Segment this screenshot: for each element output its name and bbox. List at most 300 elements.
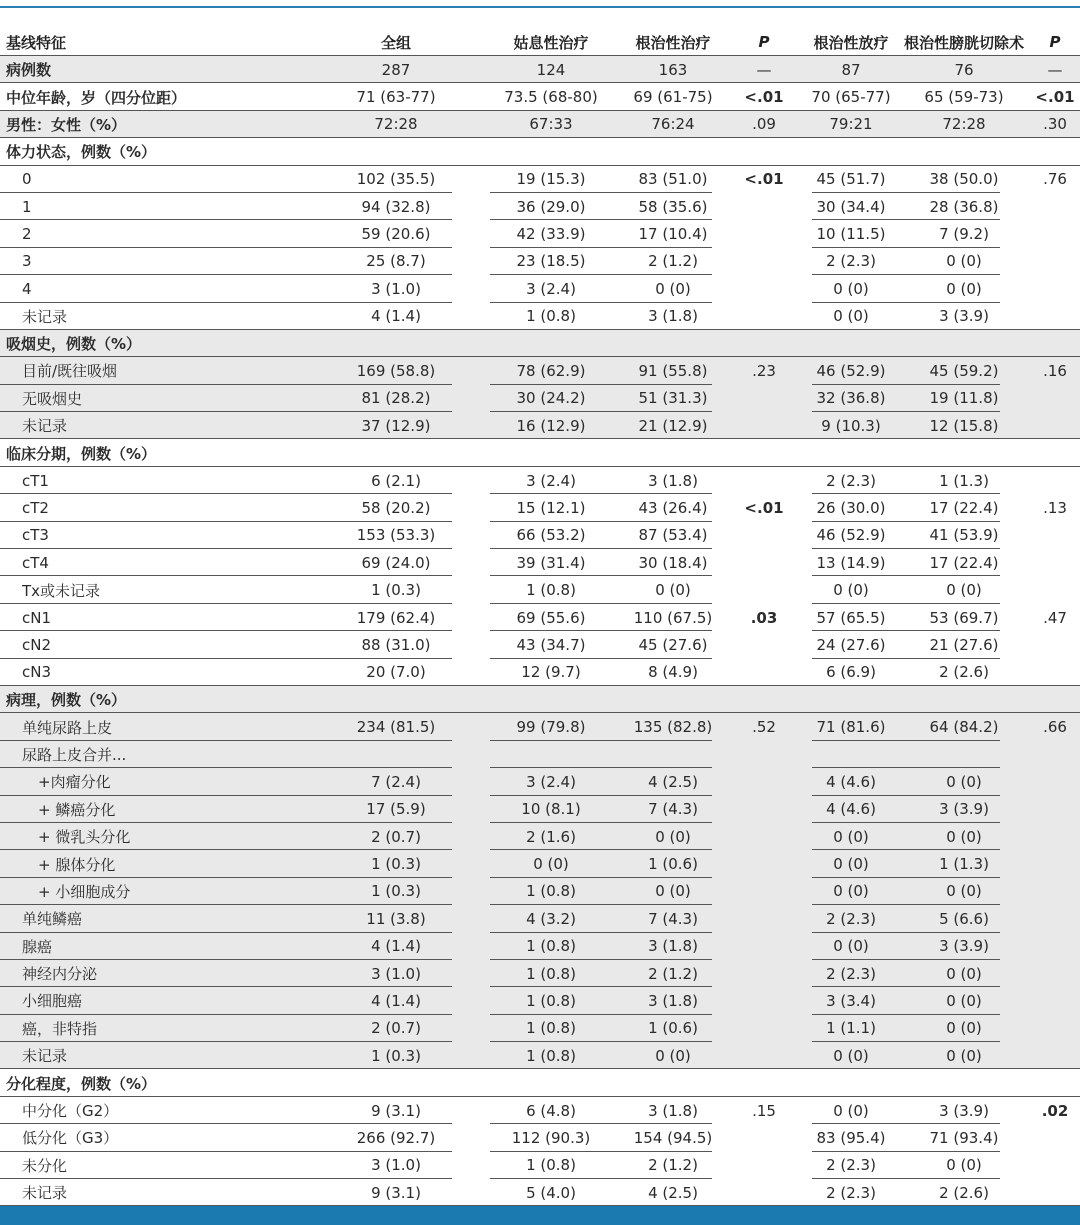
cell-radiotherapy: 0 (0) bbox=[833, 827, 869, 846]
cell-radiotherapy: 57 (65.5) bbox=[816, 608, 886, 627]
cell-radical: 43 (26.4) bbox=[638, 498, 708, 517]
row-label: 单纯尿路上皮 bbox=[22, 718, 113, 737]
cell-all: 37 (12.9) bbox=[361, 416, 431, 435]
cell-palliative: 1 (0.8) bbox=[526, 1046, 576, 1065]
cell-radiotherapy: 26 (30.0) bbox=[816, 498, 886, 517]
table-row bbox=[0, 796, 1080, 823]
cell-cystectomy: 5 (6.6) bbox=[939, 909, 989, 928]
row-label: 中位年龄，岁（四分位距） bbox=[6, 88, 187, 107]
cell-palliative: 73.5 (68-80) bbox=[504, 88, 598, 107]
cell-p-value-1 bbox=[736, 330, 792, 357]
cell-radiotherapy bbox=[812, 686, 890, 713]
cell-cystectomy: 41 (53.9) bbox=[929, 526, 999, 545]
cell-all: 88 (31.0) bbox=[361, 635, 431, 654]
cell-p-value-2 bbox=[1032, 193, 1078, 220]
cell-cystectomy: 0 (0) bbox=[946, 1019, 982, 1038]
cell-cystectomy: 71 (93.4) bbox=[929, 1128, 999, 1147]
cell-p-value-1 bbox=[736, 933, 792, 960]
row-label: 4 bbox=[22, 279, 32, 298]
cell-radical: 2 (1.2) bbox=[648, 1156, 698, 1175]
cell-radical: 1 (0.6) bbox=[648, 855, 698, 874]
cell-cystectomy: 0 (0) bbox=[946, 1156, 982, 1175]
cell-cystectomy: 38 (50.0) bbox=[929, 170, 999, 189]
cell-palliative bbox=[490, 686, 612, 713]
cell-radiotherapy: 70 (65-77) bbox=[811, 88, 891, 107]
cell-cystectomy: 0 (0) bbox=[946, 964, 982, 983]
cell-radical: 21 (12.9) bbox=[638, 416, 708, 435]
row-label: 男性：女性（%） bbox=[6, 115, 127, 134]
cell-all: 58 (20.2) bbox=[361, 498, 431, 517]
cell-palliative: 69 (55.6) bbox=[516, 608, 586, 627]
cell-radiotherapy: 1 (1.1) bbox=[826, 1019, 876, 1038]
row-label: + 腺体分化 bbox=[38, 855, 116, 874]
cell-p-value-1 bbox=[736, 987, 792, 1014]
cell-radiotherapy: 79:21 bbox=[829, 115, 873, 134]
cell-radiotherapy: 10 (11.5) bbox=[816, 225, 886, 244]
cell-radical: 17 (10.4) bbox=[638, 225, 708, 244]
cell-palliative: 10 (8.1) bbox=[521, 800, 581, 819]
cell-radiotherapy: 2 (2.3) bbox=[826, 909, 876, 928]
cell-p-value-2 bbox=[1032, 741, 1078, 768]
cell-radical: 45 (27.6) bbox=[638, 635, 708, 654]
baseline-characteristics-table bbox=[0, 28, 1080, 1206]
row-label: 病例数 bbox=[6, 61, 52, 80]
cell-radiotherapy: 0 (0) bbox=[833, 855, 869, 874]
cell-all: 1 (0.3) bbox=[371, 1046, 421, 1065]
cell-radiotherapy bbox=[812, 1069, 890, 1096]
cell-cystectomy: 3 (3.9) bbox=[939, 800, 989, 819]
table-row bbox=[0, 850, 1080, 877]
cell-radiotherapy: 0 (0) bbox=[833, 279, 869, 298]
cell-radiotherapy: 0 (0) bbox=[833, 1101, 869, 1120]
cell-p-value-1 bbox=[736, 878, 792, 905]
header-cystectomy: 根治性膀胱切除术 bbox=[903, 33, 1024, 52]
row-label: 1 bbox=[22, 197, 32, 216]
cell-palliative: 16 (12.9) bbox=[516, 416, 586, 435]
cell-cystectomy: 45 (59.2) bbox=[929, 361, 999, 380]
cell-palliative: 42 (33.9) bbox=[516, 225, 586, 244]
cell-all: 3 (1.0) bbox=[371, 279, 421, 298]
cell-all bbox=[340, 330, 452, 357]
cell-radical: 87 (53.4) bbox=[638, 526, 708, 545]
row-label: 2 bbox=[22, 225, 32, 244]
cell-all: 9 (3.1) bbox=[371, 1183, 421, 1202]
cell-p-value-2 bbox=[1032, 303, 1078, 330]
row-label: 未记录 bbox=[22, 1184, 68, 1203]
cell-p-value-2 bbox=[1032, 686, 1078, 713]
cell-radical: 154 (94.5) bbox=[633, 1128, 713, 1147]
cell-p-value-1 bbox=[736, 220, 792, 247]
cell-palliative: 36 (29.0) bbox=[516, 197, 586, 216]
cell-p-value-1 bbox=[736, 850, 792, 877]
cell-cystectomy bbox=[898, 439, 1030, 466]
cell-p-value-2: .47 bbox=[1043, 608, 1067, 627]
row-label: + 小细胞成分 bbox=[38, 882, 131, 901]
cell-p-value-1 bbox=[736, 823, 792, 850]
cell-p-value-2 bbox=[1032, 576, 1078, 603]
cell-all: 266 (92.7) bbox=[356, 1128, 436, 1147]
cell-p-value-2: .02 bbox=[1041, 1101, 1069, 1120]
cell-radiotherapy: 9 (10.3) bbox=[821, 416, 881, 435]
cell-palliative: 1 (0.8) bbox=[526, 1019, 576, 1038]
cell-palliative: 112 (90.3) bbox=[511, 1128, 591, 1147]
cell-radiotherapy: 13 (14.9) bbox=[816, 553, 886, 572]
cell-radiotherapy: 46 (52.9) bbox=[816, 361, 886, 380]
table-row bbox=[0, 741, 1080, 768]
cell-all: 7 (2.4) bbox=[371, 772, 421, 791]
cell-all bbox=[340, 138, 452, 165]
header-p-value-1: P bbox=[758, 33, 770, 51]
cell-p-value-1 bbox=[736, 193, 792, 220]
cell-p-value-2 bbox=[1032, 412, 1078, 439]
cell-p-value-2: .13 bbox=[1043, 498, 1067, 517]
cell-cystectomy: 76 bbox=[954, 60, 974, 79]
table-row bbox=[0, 768, 1080, 795]
table-row bbox=[0, 303, 1080, 330]
cell-palliative: 39 (31.4) bbox=[516, 553, 586, 572]
cell-radiotherapy: 2 (2.3) bbox=[826, 252, 876, 271]
cell-radiotherapy: 30 (34.4) bbox=[816, 197, 886, 216]
cell-all: 71 (63-77) bbox=[356, 88, 436, 107]
cell-p-value-2 bbox=[1032, 275, 1078, 302]
cell-radical: 0 (0) bbox=[655, 279, 691, 298]
table-row bbox=[0, 878, 1080, 905]
cell-p-value-2 bbox=[1032, 850, 1078, 877]
cell-radical bbox=[612, 439, 734, 466]
cell-palliative: 1 (0.8) bbox=[526, 882, 576, 901]
cell-radiotherapy: 83 (95.4) bbox=[816, 1128, 886, 1147]
cell-cystectomy bbox=[898, 686, 1030, 713]
cell-all: 102 (35.5) bbox=[356, 170, 436, 189]
cell-cystectomy: 0 (0) bbox=[946, 772, 982, 791]
cell-palliative: 0 (0) bbox=[533, 855, 569, 874]
cell-p-value-1 bbox=[736, 796, 792, 823]
cell-cystectomy: 0 (0) bbox=[946, 991, 982, 1010]
row-label: cT1 bbox=[22, 471, 49, 490]
cell-all: 72:28 bbox=[374, 115, 418, 134]
cell-radiotherapy bbox=[812, 439, 890, 466]
row-label: 3 bbox=[22, 252, 32, 271]
row-label: 单纯鳞癌 bbox=[22, 910, 83, 929]
header-all: 全组 bbox=[380, 33, 411, 52]
cell-palliative bbox=[490, 741, 612, 768]
cell-radical: 110 (67.5) bbox=[633, 608, 713, 627]
cell-p-value-2 bbox=[1032, 631, 1078, 658]
row-label: + 鳞癌分化 bbox=[38, 800, 116, 819]
bottom-bar bbox=[0, 1206, 1080, 1225]
cell-p-value-2 bbox=[1032, 1152, 1078, 1179]
table-row bbox=[0, 659, 1080, 686]
cell-radical: 0 (0) bbox=[655, 827, 691, 846]
cell-p-value-2 bbox=[1032, 385, 1078, 412]
cell-p-value-1 bbox=[736, 549, 792, 576]
cell-cystectomy: 1 (1.3) bbox=[939, 471, 989, 490]
cell-p-value-2 bbox=[1032, 248, 1078, 275]
cell-cystectomy: 19 (11.8) bbox=[929, 389, 999, 408]
cell-all: 1 (0.3) bbox=[371, 882, 421, 901]
row-label: cT2 bbox=[22, 498, 49, 517]
cell-radical: 0 (0) bbox=[655, 1046, 691, 1065]
cell-p-value-2: — bbox=[1047, 60, 1063, 79]
table-row bbox=[0, 905, 1080, 932]
cell-p-value-2 bbox=[1032, 933, 1078, 960]
cell-p-value-2 bbox=[1032, 1042, 1078, 1069]
cell-radiotherapy: 45 (51.7) bbox=[816, 170, 886, 189]
cell-palliative: 30 (24.2) bbox=[516, 389, 586, 408]
cell-radical: 3 (1.8) bbox=[648, 1101, 698, 1120]
cell-palliative: 3 (2.4) bbox=[526, 471, 576, 490]
cell-p-value-1: <.01 bbox=[744, 498, 784, 517]
cell-palliative: 4 (3.2) bbox=[526, 909, 576, 928]
cell-radical: 58 (35.6) bbox=[638, 197, 708, 216]
cell-all bbox=[340, 686, 452, 713]
row-label: +肉瘤分化 bbox=[38, 773, 111, 792]
table-row bbox=[0, 467, 1080, 494]
cell-palliative: 1 (0.8) bbox=[526, 991, 576, 1010]
cell-cystectomy: 0 (0) bbox=[946, 1046, 982, 1065]
cell-p-value-1 bbox=[736, 1042, 792, 1069]
table-row bbox=[0, 823, 1080, 850]
cell-radiotherapy: 2 (2.3) bbox=[826, 1183, 876, 1202]
table-row bbox=[0, 1015, 1080, 1042]
cell-p-value-1 bbox=[736, 1069, 792, 1096]
cell-p-value-1 bbox=[736, 1152, 792, 1179]
cell-palliative bbox=[490, 439, 612, 466]
cell-p-value-1: .15 bbox=[752, 1101, 776, 1120]
cell-palliative bbox=[490, 138, 612, 165]
cell-palliative bbox=[490, 330, 612, 357]
cell-cystectomy: 72:28 bbox=[942, 115, 986, 134]
cell-p-value-2: .16 bbox=[1043, 361, 1067, 380]
table-row bbox=[0, 576, 1080, 603]
cell-radical: 69 (61-75) bbox=[633, 88, 713, 107]
cell-p-value-1 bbox=[736, 905, 792, 932]
cell-p-value-1 bbox=[736, 1015, 792, 1042]
cell-cystectomy: 28 (36.8) bbox=[929, 197, 999, 216]
cell-all: 234 (81.5) bbox=[356, 718, 436, 737]
cell-palliative: 78 (62.9) bbox=[516, 361, 586, 380]
row-label: 未记录 bbox=[22, 307, 68, 326]
cell-cystectomy bbox=[898, 138, 1030, 165]
cell-p-value-1 bbox=[736, 275, 792, 302]
cell-palliative: 1 (0.8) bbox=[526, 937, 576, 956]
cell-radical: 0 (0) bbox=[655, 882, 691, 901]
cell-all: 169 (58.8) bbox=[356, 361, 436, 380]
cell-cystectomy bbox=[898, 741, 1030, 768]
cell-all: 17 (5.9) bbox=[366, 800, 426, 819]
section-row bbox=[0, 330, 1080, 357]
row-label: 尿路上皮合并... bbox=[22, 745, 127, 764]
row-label: cN1 bbox=[22, 608, 52, 627]
cell-cystectomy: 2 (2.6) bbox=[939, 663, 989, 682]
row-label: 无吸烟史 bbox=[22, 389, 83, 408]
cell-p-value-1 bbox=[736, 1179, 792, 1206]
cell-all: 94 (32.8) bbox=[361, 197, 431, 216]
cell-radical: 83 (51.0) bbox=[638, 170, 708, 189]
cell-radical bbox=[612, 741, 734, 768]
cell-radical: 8 (4.9) bbox=[648, 663, 698, 682]
cell-radiotherapy: 71 (81.6) bbox=[816, 718, 886, 737]
cell-p-value-1 bbox=[736, 686, 792, 713]
cell-radical: 91 (55.8) bbox=[638, 361, 708, 380]
cell-all: 6 (2.1) bbox=[371, 471, 421, 490]
cell-all bbox=[340, 1069, 452, 1096]
cell-p-value-2 bbox=[1032, 659, 1078, 686]
cell-radiotherapy: 0 (0) bbox=[833, 307, 869, 326]
cell-radiotherapy: 3 (3.4) bbox=[826, 991, 876, 1010]
cell-p-value-1: .09 bbox=[752, 115, 776, 134]
cell-p-value-2 bbox=[1032, 1015, 1078, 1042]
section-row bbox=[0, 686, 1080, 713]
cell-cystectomy: 17 (22.4) bbox=[929, 498, 999, 517]
cell-palliative: 1 (0.8) bbox=[526, 964, 576, 983]
cell-p-value-1 bbox=[736, 768, 792, 795]
cell-p-value-1 bbox=[736, 412, 792, 439]
cell-radical: 2 (1.2) bbox=[648, 252, 698, 271]
cell-radiotherapy: 32 (36.8) bbox=[816, 389, 886, 408]
cell-all: 4 (1.4) bbox=[371, 307, 421, 326]
cell-radical: 3 (1.8) bbox=[648, 991, 698, 1010]
cell-p-value-1 bbox=[736, 659, 792, 686]
table-row bbox=[0, 275, 1080, 302]
cell-all: 2 (0.7) bbox=[371, 827, 421, 846]
cell-radiotherapy: 6 (6.9) bbox=[826, 663, 876, 682]
table-row bbox=[0, 83, 1080, 110]
row-label: 未分化 bbox=[22, 1156, 68, 1175]
cell-radiotherapy: 2 (2.3) bbox=[826, 964, 876, 983]
table-row bbox=[0, 385, 1080, 412]
cell-cystectomy: 64 (84.2) bbox=[929, 718, 999, 737]
cell-p-value-2 bbox=[1032, 467, 1078, 494]
cell-palliative: 1 (0.8) bbox=[526, 1156, 576, 1175]
cell-p-value-2 bbox=[1032, 1124, 1078, 1151]
table-row bbox=[0, 166, 1080, 193]
table-row bbox=[0, 960, 1080, 987]
cell-radical: 51 (31.3) bbox=[638, 389, 708, 408]
cell-p-value-2 bbox=[1032, 138, 1078, 165]
table-row bbox=[0, 1097, 1080, 1124]
top-rule bbox=[0, 6, 1080, 8]
cell-all: 20 (7.0) bbox=[366, 663, 426, 682]
cell-all: 3 (1.0) bbox=[371, 964, 421, 983]
row-label: 神经内分泌 bbox=[22, 965, 98, 984]
cell-radical: 3 (1.8) bbox=[648, 471, 698, 490]
cell-palliative: 23 (18.5) bbox=[516, 252, 586, 271]
table-row bbox=[0, 357, 1080, 384]
table-row bbox=[0, 713, 1080, 740]
cell-radical: 76:24 bbox=[651, 115, 695, 134]
table-row bbox=[0, 604, 1080, 631]
cell-p-value-2 bbox=[1032, 1179, 1078, 1206]
cell-radical bbox=[612, 686, 734, 713]
row-label: 目前/既往吸烟 bbox=[22, 362, 118, 381]
cell-radiotherapy: 0 (0) bbox=[833, 882, 869, 901]
cell-palliative: 66 (53.2) bbox=[516, 526, 586, 545]
cell-all: 69 (24.0) bbox=[361, 553, 431, 572]
cell-cystectomy: 1 (1.3) bbox=[939, 855, 989, 874]
cell-p-value-2: .66 bbox=[1043, 718, 1067, 737]
cell-radiotherapy bbox=[812, 741, 890, 768]
row-label: cT3 bbox=[22, 526, 49, 545]
cell-palliative: 15 (12.1) bbox=[516, 498, 586, 517]
cell-cystectomy: 53 (69.7) bbox=[929, 608, 999, 627]
cell-radical: 0 (0) bbox=[655, 581, 691, 600]
header-palliative: 姑息性治疗 bbox=[513, 33, 589, 52]
header-characteristic: 基线特征 bbox=[6, 33, 67, 52]
cell-radiotherapy: 4 (4.6) bbox=[826, 800, 876, 819]
table-row bbox=[0, 1179, 1080, 1206]
table-row bbox=[0, 631, 1080, 658]
cell-radical: 3 (1.8) bbox=[648, 307, 698, 326]
cell-p-value-1 bbox=[736, 960, 792, 987]
cell-palliative: 67:33 bbox=[529, 115, 573, 134]
table-row bbox=[0, 56, 1080, 83]
cell-palliative: 19 (15.3) bbox=[516, 170, 586, 189]
cell-all: 153 (53.3) bbox=[356, 526, 436, 545]
cell-radical: 135 (82.8) bbox=[633, 718, 713, 737]
cell-palliative: 1 (0.8) bbox=[526, 307, 576, 326]
cell-radical: 2 (1.2) bbox=[648, 964, 698, 983]
cell-p-value-2 bbox=[1032, 549, 1078, 576]
cell-p-value-1: <.01 bbox=[744, 170, 784, 189]
cell-all: 287 bbox=[381, 60, 411, 79]
row-label: + 微乳头分化 bbox=[38, 828, 131, 847]
table-row bbox=[0, 412, 1080, 439]
cell-radiotherapy: 4 (4.6) bbox=[826, 772, 876, 791]
table-row bbox=[0, 248, 1080, 275]
cell-radical: 7 (4.3) bbox=[648, 800, 698, 819]
cell-radiotherapy: 2 (2.3) bbox=[826, 1156, 876, 1175]
cell-all: 3 (1.0) bbox=[371, 1156, 421, 1175]
table-row bbox=[0, 987, 1080, 1014]
cell-cystectomy bbox=[898, 1069, 1030, 1096]
cell-all bbox=[340, 439, 452, 466]
cell-all: 4 (1.4) bbox=[371, 937, 421, 956]
cell-p-value-2 bbox=[1032, 878, 1078, 905]
cell-radiotherapy: 24 (27.6) bbox=[816, 635, 886, 654]
cell-cystectomy: 0 (0) bbox=[946, 882, 982, 901]
cell-p-value-1 bbox=[736, 576, 792, 603]
cell-p-value-1 bbox=[736, 522, 792, 549]
row-label: cN3 bbox=[22, 663, 52, 682]
row-label: 0 bbox=[22, 170, 32, 189]
cell-p-value-1 bbox=[736, 385, 792, 412]
cell-radiotherapy: 46 (52.9) bbox=[816, 526, 886, 545]
table-row bbox=[0, 933, 1080, 960]
cell-p-value-2 bbox=[1032, 1069, 1078, 1096]
cell-radiotherapy: 0 (0) bbox=[833, 581, 869, 600]
table-row bbox=[0, 549, 1080, 576]
cell-p-value-1: .52 bbox=[752, 718, 776, 737]
cell-p-value-2 bbox=[1032, 960, 1078, 987]
cell-radiotherapy: 0 (0) bbox=[833, 937, 869, 956]
cell-all: 1 (0.3) bbox=[371, 855, 421, 874]
cell-radical bbox=[612, 138, 734, 165]
cell-cystectomy: 65 (59-73) bbox=[924, 88, 1004, 107]
cell-palliative: 5 (4.0) bbox=[526, 1183, 576, 1202]
table-row bbox=[0, 1042, 1080, 1069]
row-label: 未记录 bbox=[22, 417, 68, 436]
cell-cystectomy: 0 (0) bbox=[946, 581, 982, 600]
table-body bbox=[0, 56, 1080, 1206]
cell-p-value-2: .76 bbox=[1043, 170, 1067, 189]
row-label: cT4 bbox=[22, 553, 49, 572]
cell-p-value-2 bbox=[1032, 330, 1078, 357]
cell-p-value-1 bbox=[736, 303, 792, 330]
header-p-value-2: P bbox=[1049, 33, 1061, 51]
cell-p-value-1: .03 bbox=[750, 608, 778, 627]
cell-cystectomy: 12 (15.8) bbox=[929, 416, 999, 435]
